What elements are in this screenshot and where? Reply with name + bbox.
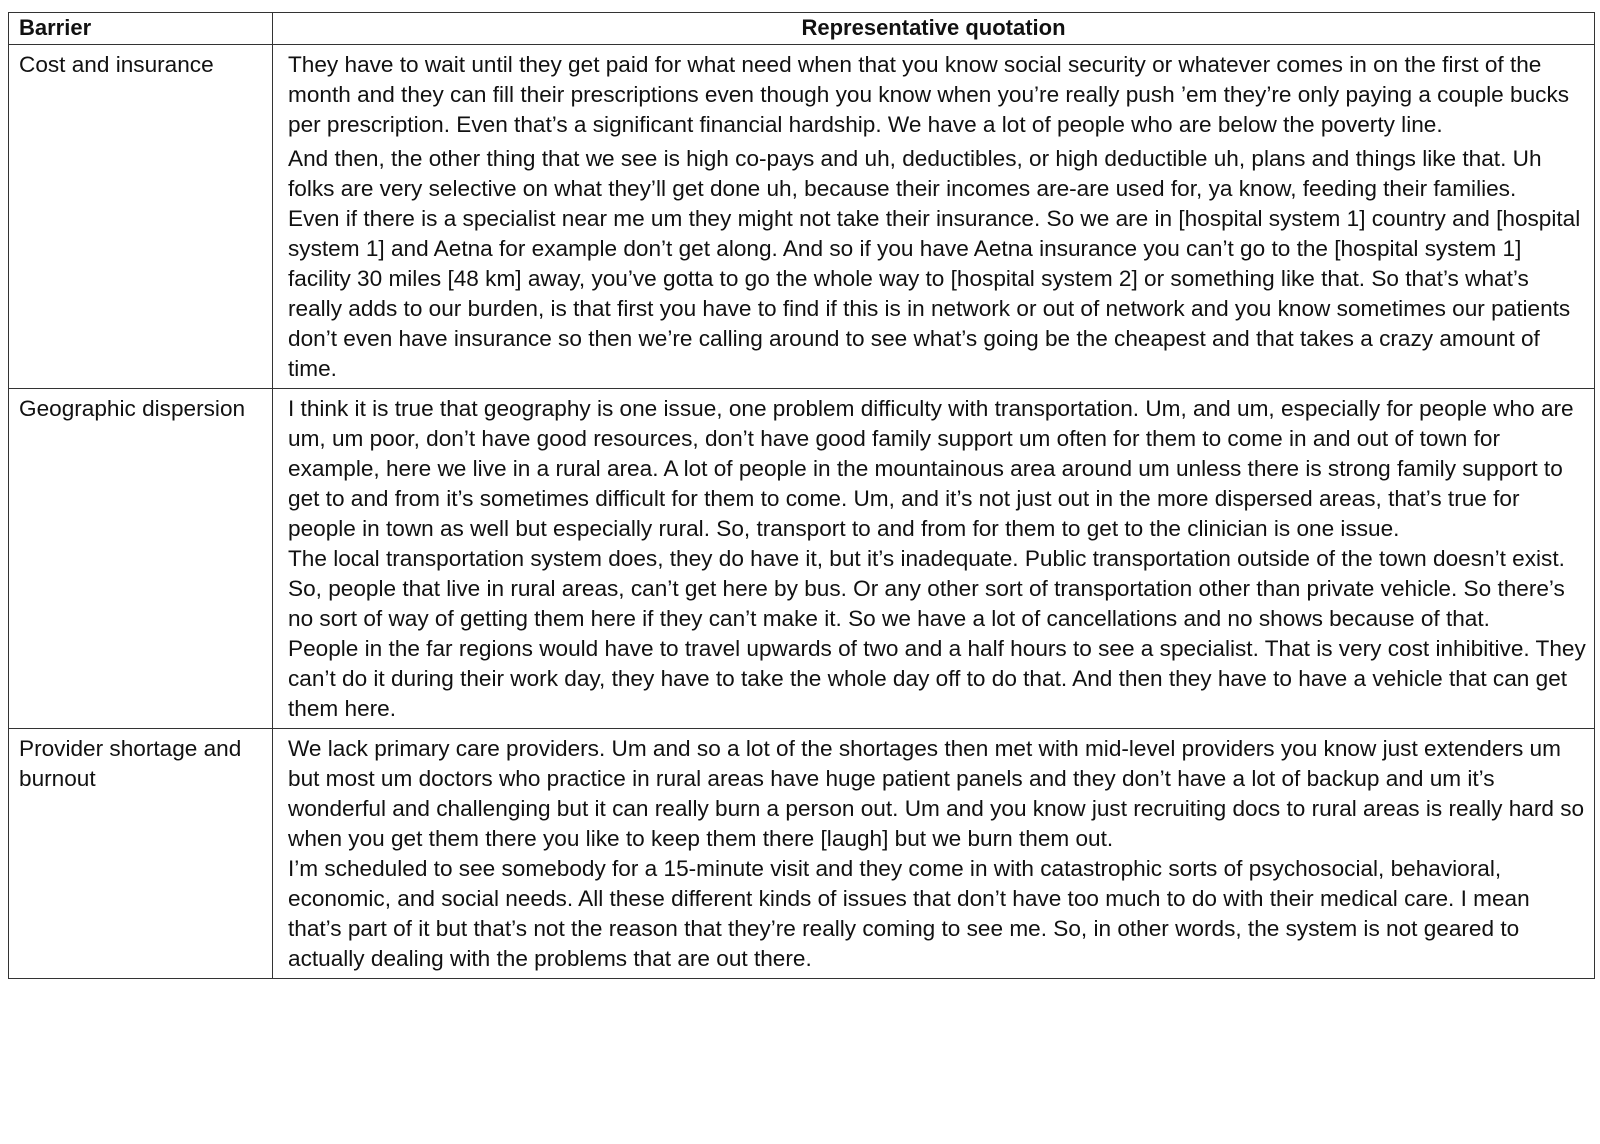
quotation-text: People in the far regions would have to travel upwards of two and a half hours to see a specialist. That is very cost inhibitive. They can’t do it during their work day, they have to take the whole day off to do that. And then they have to have a vehicle that can get them here. bbox=[288, 636, 1586, 721]
quotation-cell bbox=[273, 729, 1595, 979]
quotation-text: They have to wait until they get paid for what need when that you know social security or whatever comes in on the first of the month and they can fill their prescriptions even though you know when you’re really push ’em they’re only paying a couple bucks per prescription. Even that’s a significant financial hardship. We have a lot of people who are below the poverty line. bbox=[288, 52, 1570, 137]
quotation-text: The local transportation system does, they do have it, but it’s inadequate. Public transportation outside of the town doesn’t exist. So, people that live in rural areas, can’t get here by bus. Or any other sort of transportation other than private vehicle. So there’s no sort of way of getting them here if they can’t make it. So we have a lot of cancellations and no shows because of that. bbox=[288, 546, 1565, 631]
barrier-cell: Geographic dispersion bbox=[9, 389, 273, 729]
header-representative-quotation: Representative quotation bbox=[273, 13, 1595, 45]
quotation-cell bbox=[273, 389, 1595, 729]
quotation-text: We lack primary care providers. Um and so a lot of the shortages then met with mid-level providers you know just extenders um but most um doctors who practice in rural areas have huge patient panels and they don’t have a lot of backup and um it’s wonderful and challenging but it can really burn a person out. Um and you know just recruiting docs to rural areas is really hard so when you get them there you like to keep them there [laugh] but we burn them out. bbox=[288, 736, 1585, 851]
quotation-cell bbox=[273, 45, 1595, 389]
header-barrier: Barrier bbox=[9, 13, 273, 45]
quotation-text: And then, the other thing that we see is high co-pays and uh, deductibles, or high deductible uh, plans and things like that. Uh folks are very selective on what they’ll get done uh, because their incomes are-are used for, ya know, feeding their families. bbox=[288, 146, 1542, 201]
table-row-geographic-dispersion bbox=[9, 389, 1595, 729]
quotation-text: I think it is true that geography is one issue, one problem difficulty with transportation. Um, and um, especially for people who are um, um poor, don’t have good resources, don’t have good family support um often for them to come in and out of town for example, here we live in a rural area. A lot of people in the mountainous area around um unless there is strong family support to get to and from it’s sometimes difficult for them to come. Um, and it’s not just out in the more dispersed areas, that’s true for people in town as well but especially rural. So, transport to and from for them to get to the clinician is one issue. bbox=[288, 396, 1574, 541]
barrier-cell: Provider shortage and burnout bbox=[9, 729, 273, 979]
quotation-text: I’m scheduled to see somebody for a 15-minute visit and they come in with catastrophic sorts of psychosocial, behavioral, economic, and social needs. All these different kinds of issues that don’t have too much to do with their medical care. I mean that’s part of it but that’s not the reason that they’re really coming to see me. So, in other words, the system is not geared to actually dealing with the problems that are out there. bbox=[288, 856, 1530, 971]
quotation-table-container bbox=[8, 12, 1595, 979]
table-row-cost-and-insurance bbox=[9, 45, 1595, 389]
table-header-row bbox=[9, 13, 1595, 45]
quotation-text: Even if there is a specialist near me um they might not take their insurance. So we are in [hospital system 1] country and [hospital system 1] and Aetna for example don’t get along. And so if you have Aetna insurance you can’t go to the [hospital system 1] facility 30 miles [48 km] away, you’ve gotta to go the whole way to [hospital system 2] or something like that. So that’s what’s really adds to our burden, is that first you have to find if this is in network or out of network and you know sometimes our patients don’t even have insurance so then we’re calling around to see what’s going be the cheapest and that takes a crazy amount of time. bbox=[288, 206, 1581, 381]
barrier-cell: Cost and insurance bbox=[9, 45, 273, 389]
barrier-quotation-table bbox=[8, 12, 1595, 979]
table-row-provider-shortage-and-burnout bbox=[9, 729, 1595, 979]
